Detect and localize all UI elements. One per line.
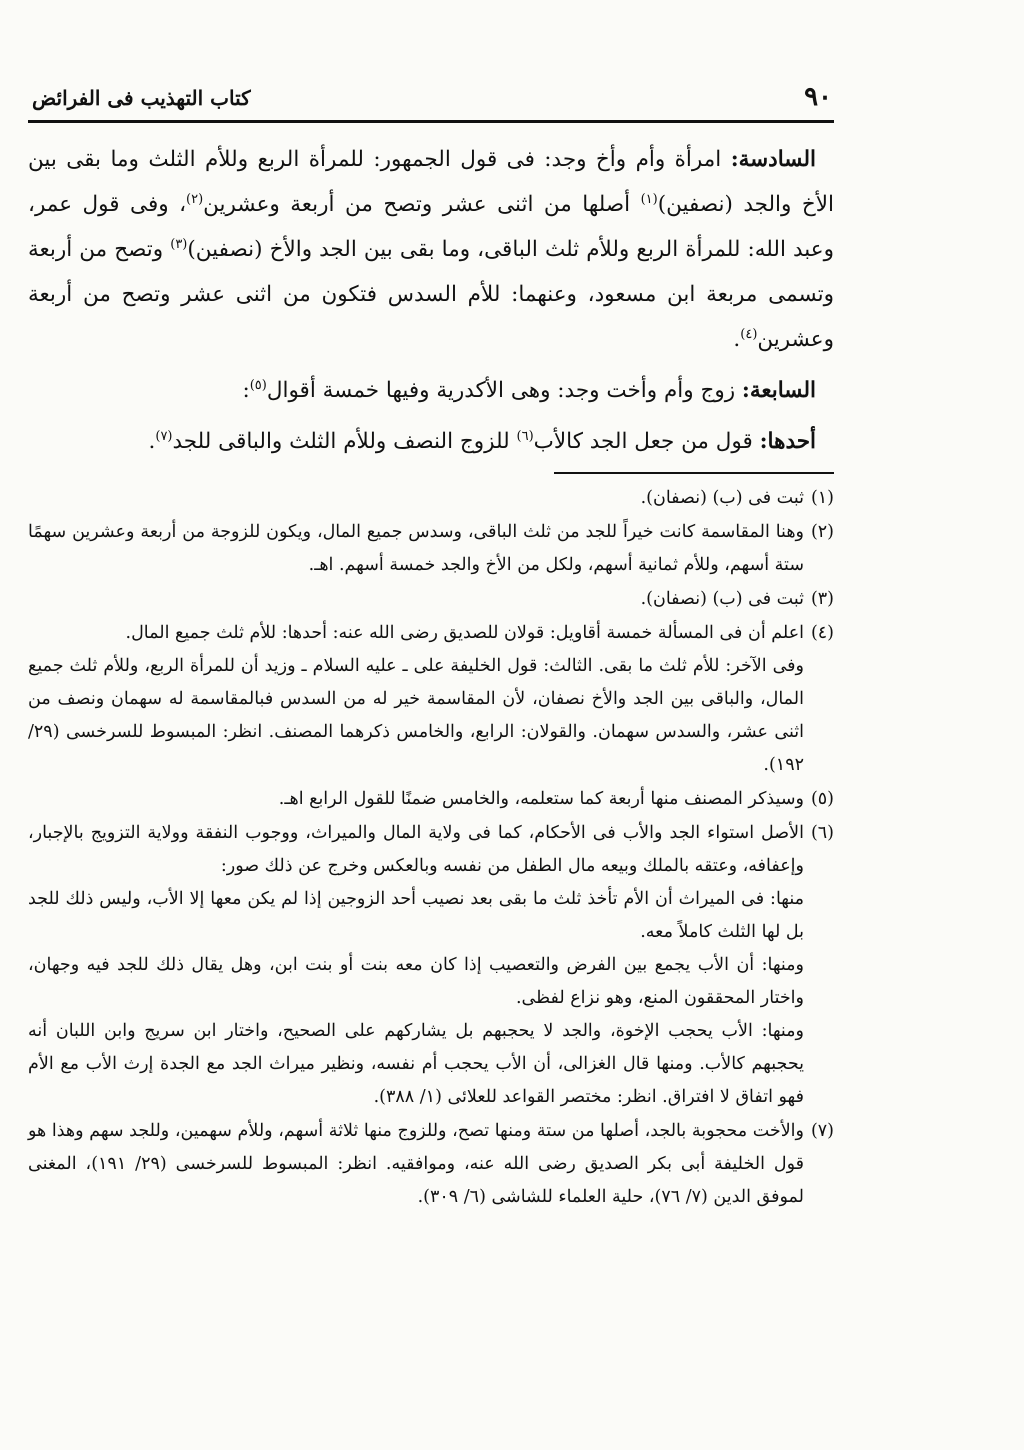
paragraph-text: . [148, 429, 156, 454]
footnote-marker[interactable]: (٤) [740, 326, 758, 342]
book-page [28, 82, 835, 1215]
footnote-text: منها: فى الميراث أن الأم تأخذ ثلث ما بقى بعد نصيب أحد الزوجين إذا لم يكن معها إلا الأب، وليس ذلك للجد بل لها الثلث كاملاً معه. [28, 889, 804, 942]
footnote-text: وسيذكر المصنف منها أربعة كما ستعلمه، والخامس ضمنًا للقول الرابع اهـ. [278, 789, 804, 809]
footnote-marker[interactable]: (٢) [186, 191, 204, 207]
paragraph-lead: أحدها: [759, 429, 816, 454]
footnote-text: اعلم أن فى المسألة خمسة أقاويل: قولان للصديق رضى الله عنه: أحدها: للأم ثلث جميع المال. [125, 623, 804, 643]
footnotes [28, 482, 834, 1214]
page-number: ٩٠ [804, 82, 832, 112]
footnote-text: والأخت محجوبة بالجد، أصلها من ستة ومنها تصح، وللزوج منها ثلاثة أسهم، وللأم سهمين، وللجد سهم وهذا هو قول الخليفة أبى بكر الصديق رضى الله عنه، وموافقيه. انظر: المبسوط للسرخسى (٢٩/ ١٩١)، المغنى لموفق الدين (٧/ ٧٦)، حلية العلماء للشاشى (٦/ ٣٠٩). [28, 1121, 804, 1207]
footnote-number: (٦) [810, 823, 834, 843]
footnote [28, 482, 834, 515]
footnote-number: (٢) [810, 522, 834, 542]
footnote-text: ومنها: الأب يحجب الإخوة، والجد لا يحجبهم بل يشاركهم على الصحيح، واختار ابن سريج وابن اللبان أنه يحجبهم كالأب. ومنها قال الغزالى، أن الأب يحجب أم نفسه، ونظير ميراث الجد مع الجدة إرث الأب مع الأم فهو اتفاق لا افتراق. انظر: مختصر القواعد للعلائى (١/ ٣٨٨). [28, 1021, 804, 1107]
paragraph-seventh [28, 368, 834, 413]
footnote-marker[interactable]: (٥) [249, 377, 267, 393]
main-text [28, 137, 834, 464]
footnote [28, 583, 834, 616]
footnote-text: ثبت فى (ب) (نصفان). [640, 488, 804, 508]
footnote [28, 516, 834, 582]
paragraph-text: زوج وأم وأخت وجد: وهى الأكدرية وفيها خمسة أقوال [266, 378, 742, 403]
paragraph-text: : [242, 378, 250, 403]
footnote [28, 783, 834, 816]
footnote-marker[interactable]: (٦) [516, 428, 534, 444]
page-header [28, 82, 834, 123]
footnote [28, 1115, 834, 1214]
running-title: كتاب التهذيب فى الفرائض [32, 86, 251, 110]
paragraph-sixth [28, 137, 834, 362]
footnote-number: (٤) [810, 623, 834, 643]
footnote-separator [554, 472, 834, 474]
footnote [28, 817, 834, 1114]
paragraph-lead: السادسة: [730, 147, 816, 172]
footnote [28, 617, 834, 782]
paragraph-text: قول من جعل الجد كالأب [533, 429, 760, 454]
footnote-number: (٧) [810, 1121, 834, 1141]
footnote-text: ثبت فى (ب) (نصفان). [640, 589, 804, 609]
paragraph-text: للزوج النصف وللأم الثلث والباقى للجد [172, 429, 517, 454]
footnote-marker[interactable]: (٧) [155, 428, 173, 444]
footnote-text: ومنها: أن الأب يجمع بين الفرض والتعصيب إذا كان معه بنت أو بنت ابن، وهل يقال ذلك للجد فيه وجهان، واختار المحققون المنع، وهو نزاع لفظى. [28, 955, 804, 1008]
footnote-text: وهنا المقاسمة كانت خيراً للجد من ثلث الباقى، وسدس جميع المال، ويكون للزوجة من أربعة وعشرين سهمًا ستة أسهم، وللأم ثمانية أسهم، ولكل من الأخ والجد خمسة أسهم. اهـ. [28, 522, 804, 575]
footnote-number: (٣) [810, 589, 834, 609]
paragraph-text: ، وفى قول عمر، وعبد الله: للمرأة الربع وللأم ثلث الباقى، وما بقى بين الجد والأخ (نصفين) [28, 192, 835, 262]
paragraph-first-opinion [28, 419, 834, 464]
footnote-text: وفى الآخر: للأم ثلث ما بقى. الثالث: قول الخليفة على ـ عليه السلام ـ وزيد أن للمرأة الربع، وللأم ثلث جميع المال، والباقى بين الجد والأخ نصفان، لأن المقاسمة خير له من السدس فبالمقاسمة له سهمان ونصف من اثنى عشر، والسدس سهمان. والقولان: الرابع، والخامس ذكرهما المصنف. انظر: المبسوط للسرخسى (٢٩/ ١٩٢). [28, 656, 804, 775]
paragraph-lead: السابعة: [741, 378, 816, 403]
footnote-number: (٥) [810, 789, 834, 809]
paragraph-text: وتصح من أربعة وتسمى مربعة ابن مسعود، وعنهما: للأم السدس فتكون من اثنى عشر وتصح من أربعة وعشرين [28, 237, 834, 352]
footnote-marker[interactable]: (٣) [170, 236, 188, 252]
footnote-number: (١) [810, 488, 834, 508]
paragraph-text: أصلها من اثنى عشر وتصح من أربعة وعشرين [203, 192, 641, 217]
paragraph-text: امرأة وأم وأخ وجد: فى قول الجمهور: للمرأة الربع وللأم الثلث وما بقى بين الأخ والجد (نصفين) [28, 147, 834, 217]
footnote-marker[interactable]: (١) [640, 191, 658, 207]
footnote-text: الأصل استواء الجد والأب فى الأحكام، كما فى ولاية المال والميراث، ووجوب النفقة وولاية التزويج بالإجبار، وإعفافه، وعتقه بالملك وبيعه مال الطفل من نفسه وبالعكس وخرج عن ذلك صور: [28, 823, 804, 876]
paragraph-text: . [733, 327, 741, 352]
